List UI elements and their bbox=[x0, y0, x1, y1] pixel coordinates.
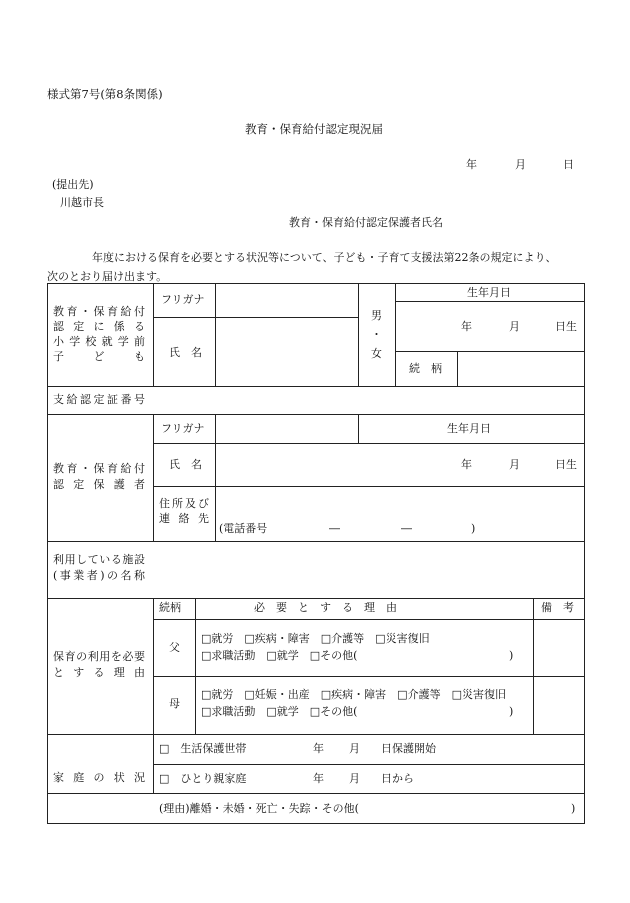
facility-label-line-1: 利用している施設 bbox=[53, 553, 145, 566]
guardian-furigana-label: フリガナ bbox=[161, 422, 205, 435]
child-dob-month: 月 bbox=[509, 320, 520, 333]
intro-line-2: 次のとおり届け出ます。 bbox=[47, 270, 168, 283]
child-dob-year: 年 bbox=[461, 320, 472, 333]
guardian-label-line-1: 教育・保育給付 bbox=[53, 462, 145, 475]
child-relation-label: 続 柄 bbox=[409, 362, 442, 375]
single-parent-reason[interactable]: (理由)離婚・未婚・死亡・失踪・その他( bbox=[159, 802, 359, 815]
single-parent-reason-close: ) bbox=[571, 802, 576, 815]
applicant-name-label: 教育・保育給付認定保護者氏名 bbox=[289, 216, 443, 229]
mother-notes-field[interactable] bbox=[535, 678, 583, 733]
guardian-label-line-2: 認定保護者 bbox=[53, 478, 145, 491]
child-name-label: 氏 名 bbox=[169, 346, 202, 359]
reason-label-line-2: とする理由 bbox=[53, 666, 145, 679]
recipient: 川越市長 bbox=[60, 196, 104, 209]
address-label-line-1: 住所及び bbox=[159, 497, 209, 510]
single-parent-checkbox[interactable]: □ ひとり親家庭 bbox=[159, 772, 247, 785]
reason-col-reason: 必 要 と す る 理 由 bbox=[254, 601, 397, 614]
date-year-label: 年 bbox=[466, 158, 477, 171]
date-month-label: 月 bbox=[515, 158, 526, 171]
guardian-dob-month: 月 bbox=[509, 458, 520, 471]
single-parent-suffix: 日から bbox=[381, 772, 414, 785]
family-status-label: 家庭の状況 bbox=[53, 771, 145, 784]
child-label-line-3: 小学校就学前 bbox=[53, 335, 145, 348]
welfare-month: 月 bbox=[349, 742, 360, 755]
single-parent-month: 月 bbox=[349, 772, 360, 785]
father-options-line-1[interactable]: □就労 □疾病・障害 □介護等 □災害復旧 bbox=[201, 632, 430, 645]
guardian-name-field[interactable] bbox=[217, 445, 457, 485]
phone-dash-1: ― bbox=[329, 522, 340, 535]
welfare-year: 年 bbox=[313, 742, 324, 755]
submit-to-label: (提出先) bbox=[52, 178, 94, 191]
child-dob-label: 生年月日 bbox=[467, 286, 511, 299]
reason-col-notes: 備 考 bbox=[541, 601, 574, 614]
child-relation-field[interactable] bbox=[459, 353, 583, 385]
mother-options-line-2[interactable]: □求職活動 □就学 □その他( bbox=[201, 705, 358, 718]
welfare-checkbox[interactable]: □ 生活保護世帯 bbox=[159, 742, 247, 755]
certificate-number-label: 支給認定証番号 bbox=[53, 393, 145, 406]
guardian-dob-label: 生年月日 bbox=[447, 422, 491, 435]
child-label-line-4: 子ども bbox=[53, 350, 145, 363]
reason-label-line-1: 保育の利用を必要 bbox=[53, 650, 145, 663]
child-name-field[interactable] bbox=[217, 320, 357, 384]
father-options-line-2[interactable]: □求職活動 □就学 □その他( bbox=[201, 649, 358, 662]
form-title: 教育・保育給付認定現況届 bbox=[245, 122, 383, 136]
guardian-dob-day: 日生 bbox=[555, 458, 577, 471]
phone-label: (電話番号 bbox=[219, 522, 268, 535]
welfare-suffix: 日保護開始 bbox=[381, 742, 436, 755]
child-furigana-field[interactable] bbox=[217, 285, 357, 315]
father-other-close: ) bbox=[509, 649, 514, 662]
reason-col-relation: 続柄 bbox=[159, 601, 181, 614]
facility-name-field[interactable] bbox=[155, 543, 583, 597]
form-number: 様式第7号(第8条関係) bbox=[47, 87, 163, 101]
father-notes-field[interactable] bbox=[535, 621, 583, 675]
child-label-line-2: 認定に係る bbox=[53, 320, 145, 333]
intro-line-1: 年度における保育を必要とする状況等について、子ども・子育て支援法第22条の規定により、 bbox=[92, 251, 557, 264]
sex-female[interactable]: 女 bbox=[371, 347, 382, 360]
phone-close: ) bbox=[471, 522, 476, 535]
certificate-number-field[interactable] bbox=[155, 388, 583, 413]
facility-label-line-2: (事業者)の名称 bbox=[53, 569, 145, 582]
guardian-name-label: 氏 名 bbox=[169, 458, 202, 471]
form-table bbox=[47, 283, 585, 824]
mother-label: 母 bbox=[169, 697, 180, 710]
mother-options-line-1[interactable]: □就労 □妊娠・出産 □疾病・障害 □介護等 □災害復旧 bbox=[201, 688, 506, 701]
sex-separator: ・ bbox=[371, 328, 382, 341]
single-parent-year: 年 bbox=[313, 772, 324, 785]
child-furigana-label: フリガナ bbox=[161, 293, 205, 306]
sex-male[interactable]: 男 bbox=[371, 309, 382, 322]
mother-other-close: ) bbox=[509, 705, 514, 718]
child-dob-day: 日生 bbox=[555, 320, 577, 333]
phone-dash-2: ― bbox=[401, 522, 412, 535]
address-field[interactable] bbox=[217, 488, 583, 518]
guardian-dob-year: 年 bbox=[461, 458, 472, 471]
father-label: 父 bbox=[169, 641, 180, 654]
address-label-line-2: 連絡先 bbox=[159, 512, 209, 525]
child-label-line-1: 教育・保育給付 bbox=[53, 305, 145, 318]
date-day-label: 日 bbox=[563, 158, 574, 171]
guardian-furigana-field[interactable] bbox=[217, 416, 357, 442]
